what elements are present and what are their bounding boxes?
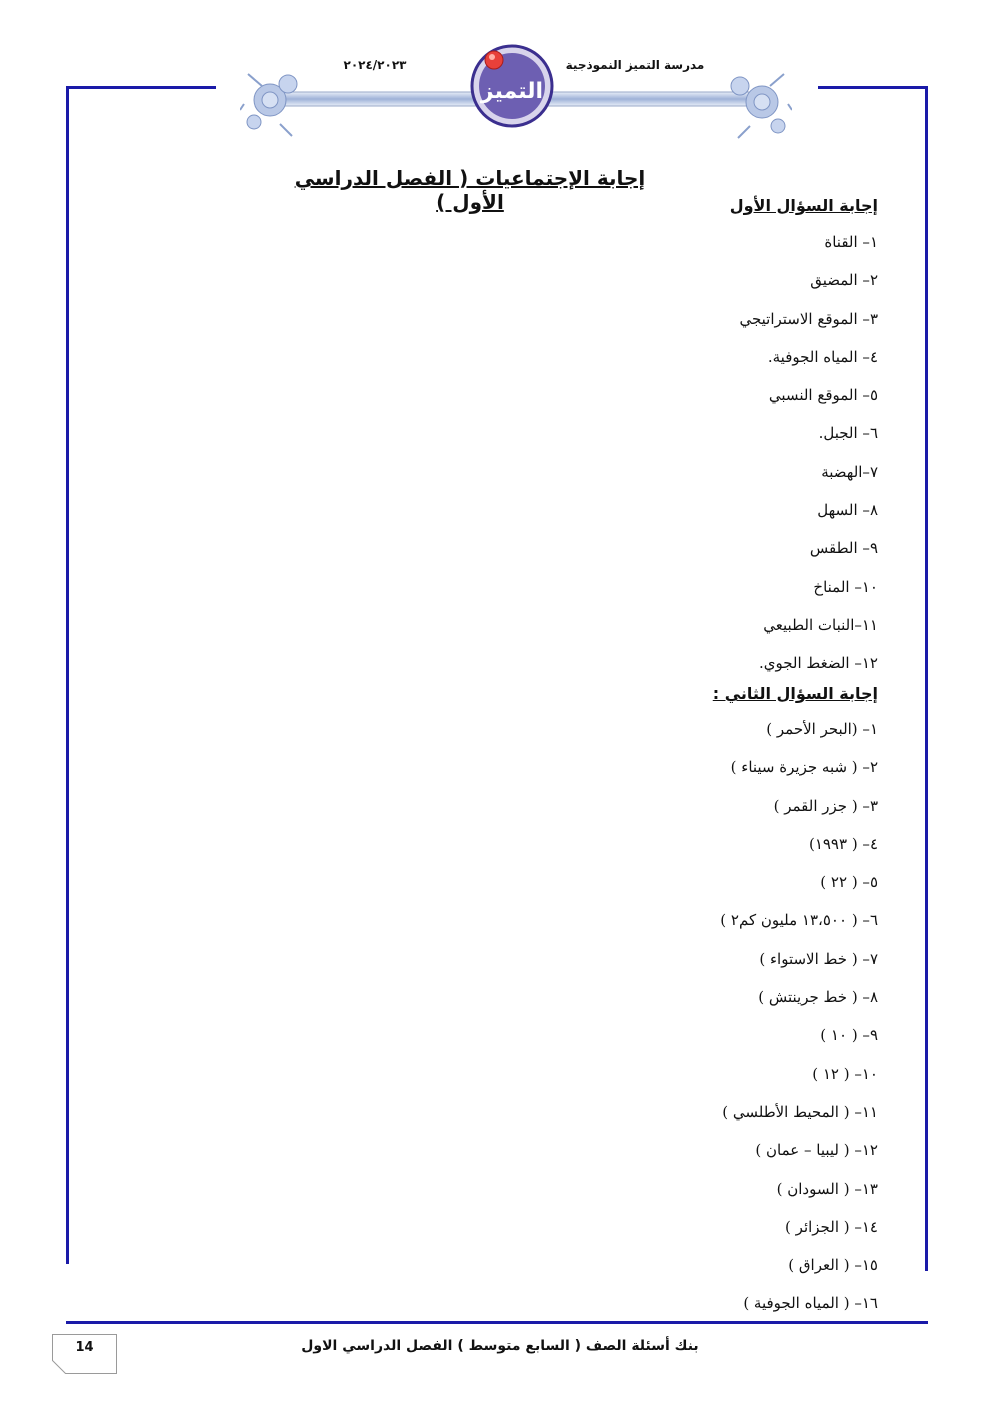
answer-item: ٨– ( خط جرينتش ) bbox=[758, 988, 878, 1007]
logo-lettering: التميز bbox=[480, 79, 544, 104]
answer-item: ٢– ( شبه جزيرة سيناء ) bbox=[730, 758, 878, 777]
answer-item: ٤– المياه الجوفية. bbox=[767, 347, 878, 366]
answer-item: ١٢– ( ليبيا – عمان ) bbox=[755, 1141, 878, 1160]
answer-item: ١٦– ( المياه الجوفية ) bbox=[743, 1294, 878, 1313]
answer-item: ١٢– الضغط الجوي. bbox=[758, 654, 878, 673]
answer-item: ٥– ( ٢٢ ) bbox=[820, 873, 878, 892]
answer-item: ١٣– ( السودان ) bbox=[776, 1179, 878, 1198]
answer-item: ٧–الهضبة bbox=[821, 462, 878, 481]
answer-item: ٨– السهل bbox=[817, 501, 878, 520]
answer-item: ٦– الجبل. bbox=[818, 424, 878, 443]
school-logo bbox=[470, 42, 554, 130]
answer-item: ١٠– ( ١٢ ) bbox=[812, 1064, 878, 1083]
frame-top-left-line bbox=[66, 86, 216, 89]
school-year: ٢٠٢٤/٢٠٢٣ bbox=[343, 58, 407, 72]
answer-item: ١– القناة bbox=[824, 233, 878, 251]
frame-right-line bbox=[925, 86, 928, 1271]
answer-item: ١١–النبات الطبيعي bbox=[763, 615, 878, 634]
section2-heading: إجابة السؤال الثاني : bbox=[712, 684, 878, 703]
page-fold-icon bbox=[52, 1360, 66, 1374]
answer-item: ١– (البحر الأحمر ) bbox=[766, 720, 878, 738]
school-name: مدرسة التميز النموذجية bbox=[565, 58, 705, 72]
answer-item: ٤– ( ١٩٩٣) bbox=[808, 834, 878, 853]
answer-item: ١٤– ( الجزائر ) bbox=[785, 1217, 878, 1236]
answer-item: ١٥– ( العراق ) bbox=[788, 1256, 878, 1275]
section2-answers bbox=[720, 716, 878, 1329]
answer-item: ٩– ( ١٠ ) bbox=[820, 1026, 878, 1045]
answer-item: ٣– ( جزر القمر ) bbox=[773, 796, 878, 815]
section1-answers bbox=[739, 229, 878, 689]
answer-item: ١٠– المناخ bbox=[813, 577, 878, 596]
answer-item: ٧– ( خط الاستواء ) bbox=[759, 949, 878, 968]
answer-item: ١١– ( المحيط الأطلسي ) bbox=[722, 1102, 878, 1121]
section1-heading: إجابة السؤال الأول bbox=[729, 196, 878, 215]
answer-item: ٢– المضيق bbox=[810, 271, 878, 290]
frame-left-line bbox=[66, 86, 69, 1264]
answer-item: ٦– ( ١٣،٥٠٠ مليون كم٢ ) bbox=[720, 911, 878, 930]
page-number: 14 bbox=[75, 1340, 94, 1355]
answer-item: ٩– الطقس bbox=[809, 539, 878, 558]
footer-text: بنك أسئلة الصف ( السابع متوسط ) الفصل الدراسي الاول bbox=[301, 1338, 699, 1354]
frame-top-right-line bbox=[818, 86, 928, 89]
answer-item: ٥– الموقع النسبي bbox=[768, 386, 878, 405]
page-number-box bbox=[52, 1334, 117, 1374]
answer-item: ٣– الموقع الاستراتيجي bbox=[739, 309, 878, 328]
page-title: إجابة الإجتماعيات ( الفصل الدراسي الأول ) bbox=[294, 166, 646, 214]
